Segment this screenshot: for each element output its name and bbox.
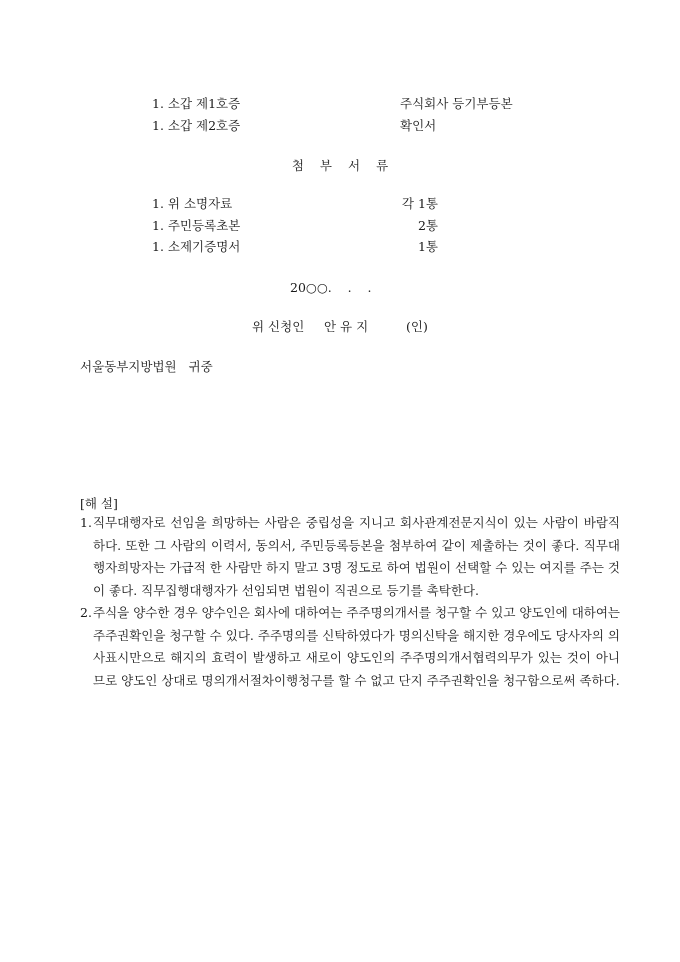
- commentary-item-number: 1.: [80, 515, 92, 530]
- court-addressee: 서울동부지방법원 귀중: [80, 359, 213, 374]
- evidence-desc: 확인서: [400, 118, 437, 133]
- attachment-name: 1. 위 소명자료: [152, 196, 233, 211]
- attachments-title: 첨부서류: [291, 158, 405, 173]
- commentary-item: [80, 512, 620, 602]
- commentary-item-text: 직무대행자로 선임을 희망하는 사람은 중립성을 지니고 회사관계전문지식이 있는 사람이 바람직하다. 또한 그 사람의 이력서, 동의서, 주민등록등본을 첨부하여 같이 제출하는 것이 좋다. 직무대행자희망자는 가급적 한 사람만 하지 말고 3명 정도로 하여 법원이 선택할 수 있는 여지를 주는 것이 좋다. 직무집행대행자가 선임되면 법원이 직권으로 등기를 촉탁한다.: [93, 515, 620, 598]
- evidence-code: 1. 소갑 제2호증: [152, 118, 241, 133]
- commentary-list: [80, 512, 620, 692]
- commentary-item: [80, 602, 620, 692]
- commentary-item-text: 주식을 양수한 경우 양수인은 회사에 대하여는 주주명의개서를 청구할 수 있고 양도인에 대하여는 주주권확인을 청구할 수 있다. 주주명의를 신탁하였다가 명의신탁을 해지한 경우에도 당사자의 의사표시만으로 해지의 효력이 발생하고 새로이 양도인의 주주명의개서협력의무가 있는 것이 아니므로 양도인 상대로 명의개서절차이행청구를 할 수 없고 단지 주주권확인을 청구함으로써 족하다.: [93, 605, 620, 688]
- attachment-name: 1. 소제기증명서: [152, 239, 241, 254]
- evidence-code: 1. 소갑 제1호증: [152, 96, 241, 111]
- applicant-label: 위 신청인: [252, 319, 305, 334]
- attachment-count: 각 1통: [401, 196, 438, 211]
- document-date: 20○○. . .: [290, 280, 372, 295]
- commentary-heading: [해 설]: [80, 496, 118, 511]
- attachment-name: 1. 주민등록초본: [152, 218, 241, 233]
- commentary-item-number: 2.: [80, 605, 92, 620]
- applicant-seal: (인): [406, 319, 428, 334]
- evidence-desc: 주식회사 등기부등본: [400, 96, 513, 111]
- attachment-count: 1통: [417, 239, 438, 254]
- attachment-count: 2통: [417, 218, 438, 233]
- applicant-name: 안 유 지: [324, 319, 369, 334]
